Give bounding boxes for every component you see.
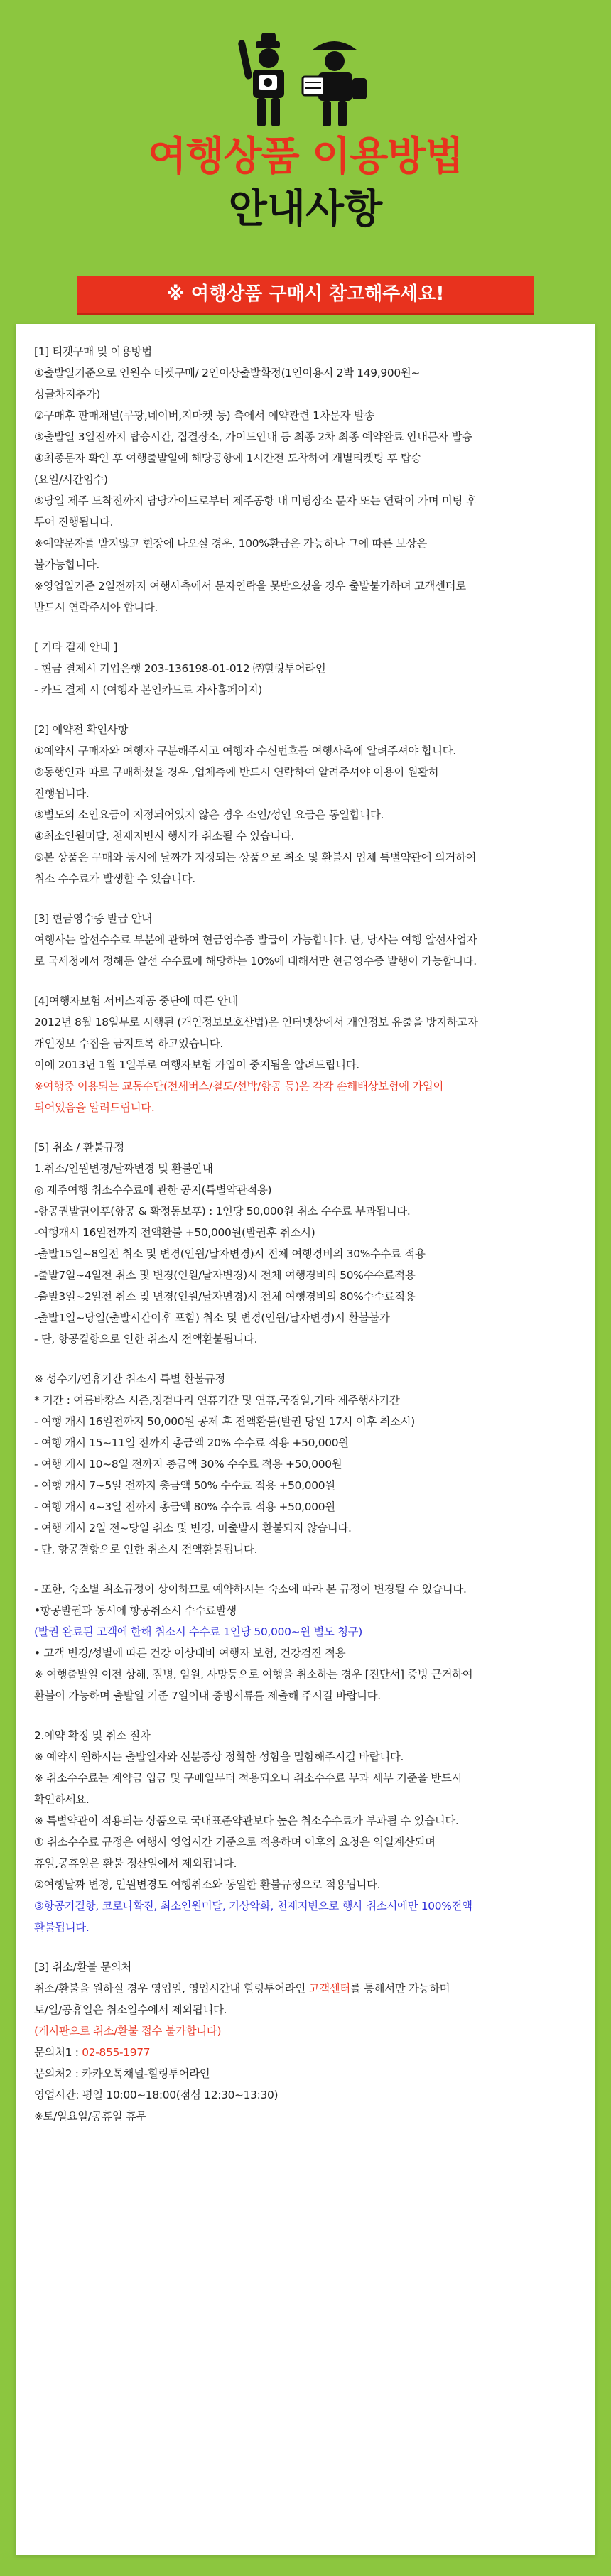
- text-line: 개인정보 수집을 금지토록 하고있습니다.: [34, 1037, 224, 1050]
- section-heading: [5] 취소 / 환불규정: [34, 1141, 124, 1154]
- text-fragment: 를 통해서만 가능하며: [350, 1982, 450, 1995]
- section-heading: ※ 성수기/연휴기간 취소시 특별 환불규정: [34, 1373, 225, 1385]
- highlight-line: (발권 완료된 고객에 한해 취소시 수수료 1인당 50,000~원 별도 청구): [34, 1625, 362, 1638]
- text-line: -출발7일~4일전 취소 및 변경(인원/날자변경)시 전체 여행경비의 50%수수료적용: [34, 1269, 416, 1282]
- info-content: [16, 324, 595, 2141]
- section-payment-info: [34, 637, 577, 700]
- section-cash-receipt: [34, 908, 577, 972]
- text-line: ④최소인원미달, 천재지변시 행사가 취소될 수 있습니다.: [34, 830, 295, 843]
- text-line: 이에 2013년 1월 1일부로 여행자보험 가입이 중지됨을 알려드립니다.: [34, 1059, 359, 1071]
- text-line: 싱글차지추가): [34, 388, 101, 401]
- section-heading: [3] 취소/환불 문의처: [34, 1961, 131, 1974]
- section-heading: [ 기타 결제 안내 ]: [34, 641, 118, 654]
- text-line: 확인하세요.: [34, 1793, 90, 1806]
- text-line: ※토/일요일/공휴일 휴무: [34, 2110, 147, 2123]
- text-line: - 여행 개시 15~11일 전까지 총금액 20% 수수료 적용 +50,000원: [34, 1436, 349, 1449]
- section-heading: 2.예약 확정 및 취소 절차: [34, 1729, 151, 1742]
- spacer: [34, 1706, 577, 1725]
- spacer: [34, 889, 577, 908]
- warning-line: 되어있음을 알려드립니다.: [34, 1101, 155, 1114]
- highlight-line: ③항공기결항, 코로나확진, 최소인원미달, 기상악화, 천재지변으로 행사 취소시에만 100%전액: [34, 1900, 472, 1912]
- text-line: ※ 예약시 원하시는 출발일자와 신분증상 정확한 성함을 밀함해주시길 바랍니다.: [34, 1750, 404, 1763]
- text-line: 영업시간: 평일 10:00~18:00(점심 12:30~13:30): [34, 2089, 279, 2101]
- section-pre-booking: [34, 719, 577, 889]
- text-line: 로 국세청에서 정해둔 알선 수수료에 해당하는 10%에 대해서만 현금영수증 발행이 가능합니다.: [34, 955, 477, 968]
- text-line: ④최종문자 확인 후 여행출발일에 해당공항에 1시간전 도착하여 개별티켓팅 후 탑승: [34, 452, 422, 465]
- info-card: [16, 324, 595, 2555]
- text-line: ※ 취소수수료는 계약금 입금 및 구매일부터 적용되오니 취소수수료 부과 세부 기준을 반드시: [34, 1772, 463, 1785]
- section-heading: [3] 현금영수증 발급 안내: [34, 912, 152, 925]
- section-heading: [2] 예약전 확인사항: [34, 723, 129, 736]
- text-line: ⑤당일 제주 도착전까지 담당가이드로부터 제주공항 내 미팅장소 문자 또는 연락이 가며 미팅 후: [34, 494, 477, 507]
- text-line: 불가능합니다.: [34, 558, 99, 571]
- section-heading: [1] 티켓구매 및 이용방법: [34, 345, 152, 358]
- spacer: [34, 1938, 577, 1957]
- text-line: ②구매후 판매채널(쿠팡,네이버,지마켓 등) 측에서 예약관련 1차문자 발송: [34, 409, 375, 422]
- text-line: - 단, 항공결항으로 인한 취소시 전액환불됩니다.: [34, 1333, 258, 1346]
- phone-label: 문의처1 :: [34, 2046, 82, 2059]
- page-title: 여행상품 이용방법: [148, 134, 463, 180]
- spacer: [34, 1560, 577, 1579]
- section-extra-notes: [34, 1579, 577, 1706]
- text-line: ②동행인과 따로 구매하셨을 경우 ,업체측에 반드시 연락하여 알려주셔야 이용이 원활히: [34, 766, 439, 779]
- spacer: [34, 1118, 577, 1137]
- text-line: 취소 수수료가 발생할 수 있습니다.: [34, 872, 195, 885]
- notice-banner: ※ 여행상품 구매시 참고해주세요!: [77, 276, 534, 313]
- warning-line: (게시판으로 취소/환불 접수 불가합니다): [34, 2025, 222, 2037]
- text-line: - 여행 개시 16일전까지 50,000원 공제 후 전액환불(발권 당일 17시 이후 취소시): [34, 1415, 415, 1428]
- text-line: - 카드 결제 시 (여행자 본인카드로 자사홈페이지): [34, 683, 262, 696]
- text-line: ③별도의 소인요금이 지정되어있지 않은 경우 소인/성인 요금은 동일합니다.: [34, 808, 384, 821]
- text-line: -출발15일~8일전 취소 및 변경(인원/날자변경)시 전체 여행경비의 30%수수료 적용: [34, 1248, 426, 1260]
- text-line: - 단, 항공결항으로 인한 취소시 전액환불됩니다.: [34, 1543, 258, 1556]
- section-contact: [34, 1957, 577, 2127]
- text-line: 1.취소/인원변경/날짜변경 및 환불안내: [34, 1162, 213, 1175]
- text-line: ※영업일기준 2일전까지 여행사측에서 문자연락을 못받으셨을 경우 출발불가하며 고객센터로: [34, 580, 466, 592]
- text-line: (요일/시간엄수): [34, 473, 108, 486]
- text-line: - 여행 개시 2일 전~당일 취소 및 변경, 미출발시 환불되지 않습니다.: [34, 1522, 352, 1535]
- warning-line: ※여행중 이용되는 교통수단(전세버스/철도/선박/항공 등)은 각각 손해배상보험에 가입이: [34, 1080, 444, 1093]
- text-line: ※ 여행출발일 이전 상해, 질병, 임원, 사망등으로 여행을 취소하는 경우 [진단서] 증빙 근거하여: [34, 1668, 473, 1681]
- page-subtitle: 안내사항: [228, 186, 383, 232]
- text-line: 반드시 연락주셔야 합니다.: [34, 601, 158, 614]
- text-line: * 기간 : 여름바캉스 시즌,징검다리 연휴기간 및 연휴,국경일,기타 제주행사기간: [34, 1394, 400, 1407]
- text-line: 환불이 가능하며 출발일 기준 7일이내 증빙서류를 제출해 주시길 바랍니다.: [34, 1689, 381, 1702]
- text-line: • 고객 변경/성별에 따른 건강 이상대비 여행자 보험, 건강검진 적용: [34, 1647, 346, 1660]
- text-line: ◎ 제주여행 취소수수료에 관한 공지(특별약관적용): [34, 1184, 272, 1196]
- text-line: 투어 진행됩니다.: [34, 516, 114, 529]
- text-line: -출발3일~2일전 취소 및 변경(인원/날자변경)시 전체 여행경비의 80%수수료적용: [34, 1290, 416, 1303]
- text-line: 진행됩니다.: [34, 787, 90, 800]
- text-line: ① 취소수수료 규정은 여행사 영업시간 기준으로 적용하며 이후의 요청은 익일계산되며: [34, 1836, 436, 1849]
- section-insurance: [34, 990, 577, 1118]
- text-line: - 여행 개시 4~3일 전까지 총금액 80% 수수료 적용 +50,000원: [34, 1500, 335, 1513]
- spacer: [34, 700, 577, 719]
- text-line: - 여행 개시 10~8일 전까지 총금액 30% 수수료 적용 +50,000원: [34, 1458, 342, 1471]
- text-line: 여행사는 알선수수료 부분에 관하여 현금영수증 발급이 가능합니다. 단, 당사는 여행 알선사업자: [34, 933, 477, 946]
- text-line: -항공권발권이후(항공 & 확정통보후) : 1인당 50,000원 취소 수수료 부과됩니다.: [34, 1205, 411, 1218]
- text-line: ①예약시 구매자와 여행자 구분해주시고 여행자 수신번호를 여행사측에 알려주셔야 합니다.: [34, 745, 456, 757]
- spacer: [34, 1350, 577, 1368]
- text-line: •항공발권과 동시에 항공취소시 수수료발생: [34, 1604, 237, 1617]
- text-fragment: 취소/환불을 원하실 경우 영업일, 영업시간내 힐링투어라인: [34, 1982, 309, 1995]
- phone-line: [34, 2042, 577, 2063]
- text-line: 토/일/공휴일은 취소일수에서 제외됩니다.: [34, 2003, 227, 2016]
- text-line: ②여행날짜 변경, 인원변경도 여행취소와 동일한 환불규정으로 적용됩니다.: [34, 1878, 381, 1891]
- section-heading: [4]여행자보험 서비스제공 중단에 따른 안내: [34, 995, 238, 1007]
- text-line: - 현금 결제시 기업은행 203-136198-01-012 ㈜힐링투어라인: [34, 662, 326, 675]
- text-line: ①출발일기준으로 인원수 티켓구매/ 2인이상출발확정(1인이용시 2박 149,900원~: [34, 367, 420, 379]
- text-line: 문의처2 : 카카오톡채널-힐링투어라인: [34, 2067, 210, 2080]
- section-peak-season: [34, 1368, 577, 1560]
- text-line: -출발1일~당일(출발시간이후 포함) 취소 및 변경(인원/날자변경)시 환불불가: [34, 1311, 390, 1324]
- hero-header: [0, 0, 611, 284]
- section-ticket-usage: [34, 341, 577, 618]
- text-line: [34, 1978, 577, 1999]
- text-line: 휴일,공휴일은 환불 정산일에서 제외됩니다.: [34, 1857, 237, 1870]
- text-line: ※예약문자를 받지않고 현장에 나오실 경우, 100%환급은 가능하나 그에 따른 보상은: [34, 537, 427, 550]
- spacer: [34, 972, 577, 990]
- text-line: ⑤본 상품은 구매와 동시에 날짜가 지정되는 상품으로 취소 및 환불시 업체 특별약관에 의거하여: [34, 851, 477, 864]
- text-line: - 또한, 숙소별 취소규정이 상이하므로 예약하시는 숙소에 따라 본 규정이 변경될 수 있습니다.: [34, 1583, 467, 1596]
- spacer: [34, 618, 577, 637]
- text-line: 2012년 8월 18일부로 시행된 (개인정보보호산법)은 인터넷상에서 개인정보 유출을 방지하고자: [34, 1016, 478, 1029]
- section-booking-procedure: [34, 1725, 577, 1938]
- text-line: ※ 특별약관이 적용되는 상품으로 국내표준약관보다 높은 취소수수료가 부과될 수 있습니다.: [34, 1814, 459, 1827]
- highlight-line: 환불됩니다.: [34, 1921, 90, 1934]
- text-line: - 여행 개시 7~5일 전까지 총금액 50% 수수료 적용 +50,000원: [34, 1479, 335, 1492]
- customer-center-link: 고객센터: [308, 1982, 350, 1995]
- text-line: ③출발일 3일전까지 탑승시간, 집결장소, 가이드안내 등 최종 2차 최종 예약완료 안내문자 발송: [34, 431, 472, 443]
- phone-number[interactable]: 02-855-1977: [82, 2046, 151, 2059]
- traveler-illustration: [227, 26, 384, 132]
- section-refund-policy: [34, 1137, 577, 1350]
- text-line: -여행개시 16일전까지 전액환불 +50,000원(발권후 취소시): [34, 1226, 315, 1239]
